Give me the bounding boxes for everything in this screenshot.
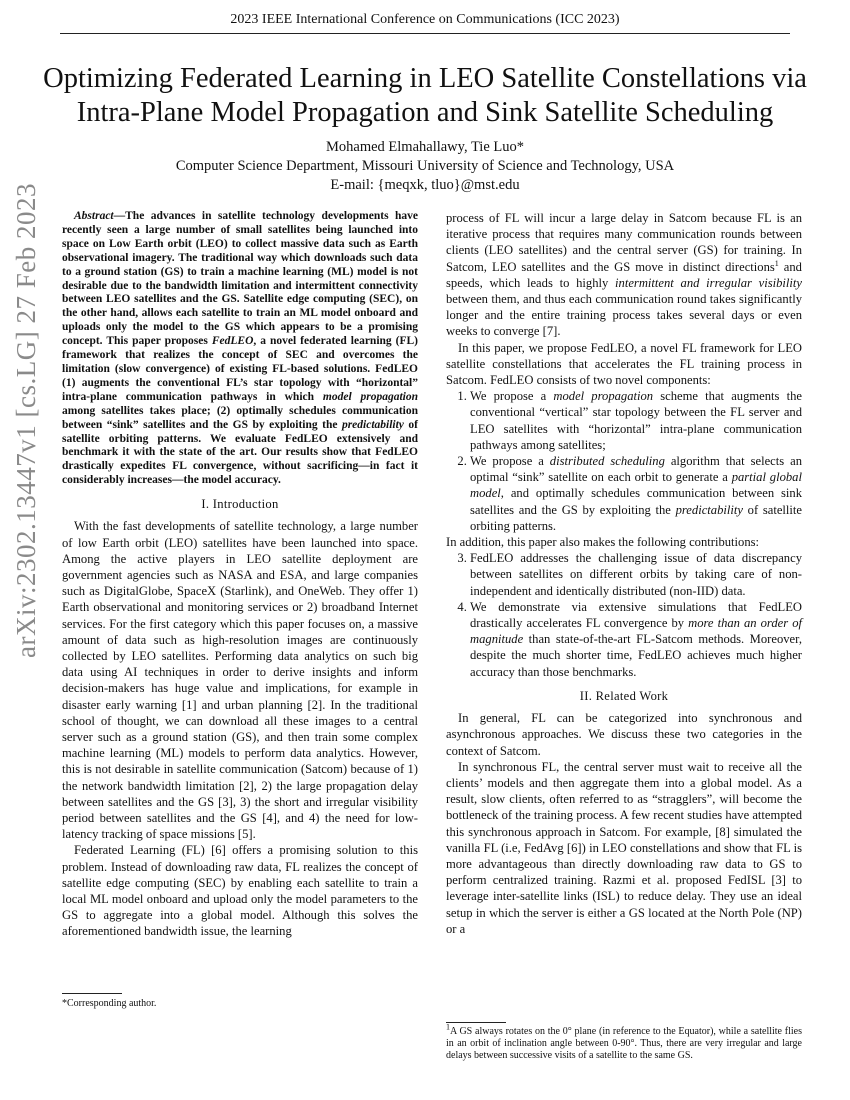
- body-text: process of FL will incur a large delay in Satcom because FL is an iterative process that requires many communication rounds between clients (LEO satellites) and the central server (GS) for training. In Satcom, LEO satellites and the GS move in distinct directions: [446, 211, 802, 274]
- list-text: scheme that augments the conventional “vertical” star topology between the FL server and LEO satellites with “horizontal” intra-plane communication pathways among satellites;: [470, 389, 802, 452]
- abstract-text: —The advances in satellite technology developments have recently seen a large number of small satellites being launched into space on Low Earth orbit (LEO) to collect massive data such as Earth observational imagery. The traditional way which downloads such data to a ground station (GS) to train a machine learning (ML) model is not desirable due to the bandwidth limitation and intermittent connectivity between LEO satellites and the GS. Satellite edge computing (SEC), on the other hand, allows each satellite to train an ML model onboard and uploads only the model to the GS which appears to be a promising concept. This paper proposes: [62, 210, 418, 348]
- list-text: than state-of-the-art FL-Satcom methods. Moreover, despite the much shorter time, FedLEO achieves much higher accuracy than those benchmarks.: [470, 632, 802, 679]
- list-text: algorithm that selects an optimal “sink” satellite on each orbit to generate a: [470, 454, 803, 485]
- body-emphasis: intermittent and irregular visibility: [615, 275, 802, 290]
- arxiv-stamp-text: arXiv:2302.13447v1 [cs.LG] 27 Feb 2023: [10, 182, 41, 658]
- list-text: , and optimally schedules communication between sink satellites and the GS by exploiting the: [470, 486, 802, 517]
- footnote-divider: [446, 1022, 506, 1023]
- left-column: [62, 210, 418, 940]
- body-paragraph: [446, 210, 802, 340]
- abstract-text: of satellite orbiting patterns. We evaluate FedLEO extensively and benchmark it with the state of the art. Our results show that FedLEO drastically expedites FL convergence, without sacrificing—in fact it considerably increases—the model accuracy.: [62, 418, 418, 487]
- author-email: E-mail: {meqxk, tluo}@mst.edu: [330, 177, 520, 193]
- list-emphasis: partial global model: [470, 470, 802, 501]
- list-item: [470, 388, 802, 453]
- contribution-list: [446, 550, 802, 680]
- list-text: of satellite orbiting patterns.: [470, 502, 802, 533]
- abstract-emphasis: predictability: [341, 418, 404, 431]
- footnote-divider: [62, 993, 122, 994]
- conference-header: 2023 IEEE International Conference on Communications (ICC 2023): [230, 12, 620, 27]
- list-item: [470, 599, 802, 680]
- section-heading-introduction: I. Introduction: [201, 497, 279, 512]
- list-text: We demonstrate via extensive simulations that FedLEO drastically accelerates FL convergence by: [470, 599, 802, 631]
- list-emphasis: more than an order of magnitude: [470, 616, 802, 647]
- abstract-label: Abstract: [74, 210, 114, 222]
- footnote-1: [446, 1022, 802, 1062]
- body-paragraph: In this paper, we propose FedLEO, a novel FL framework for LEO satellite constellations that accelerates the FL training process in Satcom. FedLEO consists of two novel components:: [446, 340, 802, 388]
- abstract: [62, 210, 418, 488]
- footnote-text: A GS always rotates on the 0° plane (in reference to the Equator), while a satellite flies in an orbit of inclination angle between 0-90°. Thus, there are very irregular and large delays between successive visits of a satellite to the same GS.: [446, 1026, 802, 1061]
- contribution-list: [446, 388, 802, 534]
- list-text: We propose a: [470, 454, 550, 469]
- body-paragraph: With the fast developments of satellite technology, a large number of low Earth orbit (LEO) satellites have been launched into space. Among the active players in LEO satellite deployment are government agencies such as NASA and ESA, and large companies such as DigitalGlobe, SpaceX (Starlink), and OneWeb. They offer 1) Earth observational and monitoring services or 2) broadband Internet services. For the first category which this paper focuses on, a massive amount of data such as high-resolution images are continuously collected by LEO satellites. Performing data analytics on such big data using AI techniques in order to derive insights and inform decision-makers has huge value and implications, for example in disaster early warning [1] and urban planning [2]. In the traditional school of thought, we can download all these images to a central server such as a ground station (GS), and then train some complex machine learning (ML) models to perform data analytics. However, this is not desirable in satellite communication (Satcom) because of 1) the network bandwidth limitation [2], 2) the large propagation delay between satellites and the GS [3], 3) the short and irregular visibility period between satellites and the GS [4], and 4) the need for low-latency tracking of space missions [5].: [62, 519, 418, 842]
- arxiv-stamp: [6, 40, 46, 800]
- footnote-corresponding: *Corresponding author.: [62, 998, 157, 1009]
- list-emphasis: predictability: [675, 502, 743, 517]
- body-paragraph: In synchronous FL, the central server must wait to receive all the clients’ models and then aggregate them into a global model. As a result, slow clients, often referred to as “stragglers”, will become the bottleneck of the training process. A few recent studies have attempted this synchronous approach in Satcom. For example, [8] simulated the vanilla FL (i.e, FedAvg [6]) in LEO constellations and show that FL is more advantageous than directly downloading raw data to GS to perform centralized training. Razmi et al. proposed FedISL [3] to leverage inter-satellite links (ISL) to reduce delay. They use an ideal setup in which the server is either a GS located at the North Pole (NP) or a: [446, 759, 802, 936]
- header-divider: [60, 33, 790, 34]
- body-paragraph: Federated Learning (FL) [6] offers a promising solution to this problem. Instead of downloading raw data, FL realizes the concept of satellite edge computing (SEC) by enabling each satellite to train a local ML model onboard and upload only the model parameters to the GS to aggregate into a global model. Although this solves the aforementioned bandwidth issue, the learning: [62, 843, 418, 939]
- author-names: Mohamed Elmahallawy, Tie Luo*: [325, 139, 524, 155]
- list-item: 3. FedLEO addresses the challenging issue of data discrepancy between satellites on different orbits by taking care of non-independent and identically distributed (non-IID) data.: [470, 550, 802, 599]
- body-paragraph: In addition, this paper also makes the following contributions:: [446, 535, 760, 550]
- right-column: [446, 210, 802, 937]
- abstract-emphasis: model propagation: [322, 390, 419, 403]
- list-item: [470, 453, 802, 534]
- body-text: and speeds, which leads to highly: [446, 259, 802, 290]
- author-affiliation: Computer Science Department, Missouri University of Science and Technology, USA: [175, 158, 675, 174]
- list-text: We propose a: [470, 389, 554, 404]
- abstract-text: , a novel federated learning (FL) framework that realizes the concept of SEC and overcomes the limitation (slow convergence) of existing FL-based solutions. FedLEO (1) augments the conventional FL’s star topology with “horizontal” intra-plane communication pathways in which: [62, 335, 419, 403]
- abstract-emphasis: FedLEO: [211, 335, 254, 348]
- body-text: between them, and thus each communication round takes significantly longer and the entire training process takes several days or even weeks to converge [7].: [446, 292, 802, 339]
- body-paragraph: In general, FL can be categorized into synchronous and asynchronous approaches. We discuss these two categories in the context of Satcom.: [446, 711, 802, 758]
- list-emphasis: model propagation: [553, 389, 654, 404]
- author-block: [0, 138, 850, 195]
- footnote-marker: 1: [774, 258, 779, 268]
- list-emphasis: distributed scheduling: [549, 454, 665, 469]
- paper-title: Optimizing Federated Learning in LEO Satellite Constellations via Intra-Plane Model Propagation and Sink Satellite Scheduling: [43, 63, 807, 128]
- abstract-text: among satellites takes place; (2) optimally schedules communication between “sink” satellites and the GS by exploiting the: [62, 404, 418, 431]
- footnote-marker: 1: [446, 1022, 450, 1032]
- section-heading-related-work: II. Related Work: [579, 688, 669, 703]
